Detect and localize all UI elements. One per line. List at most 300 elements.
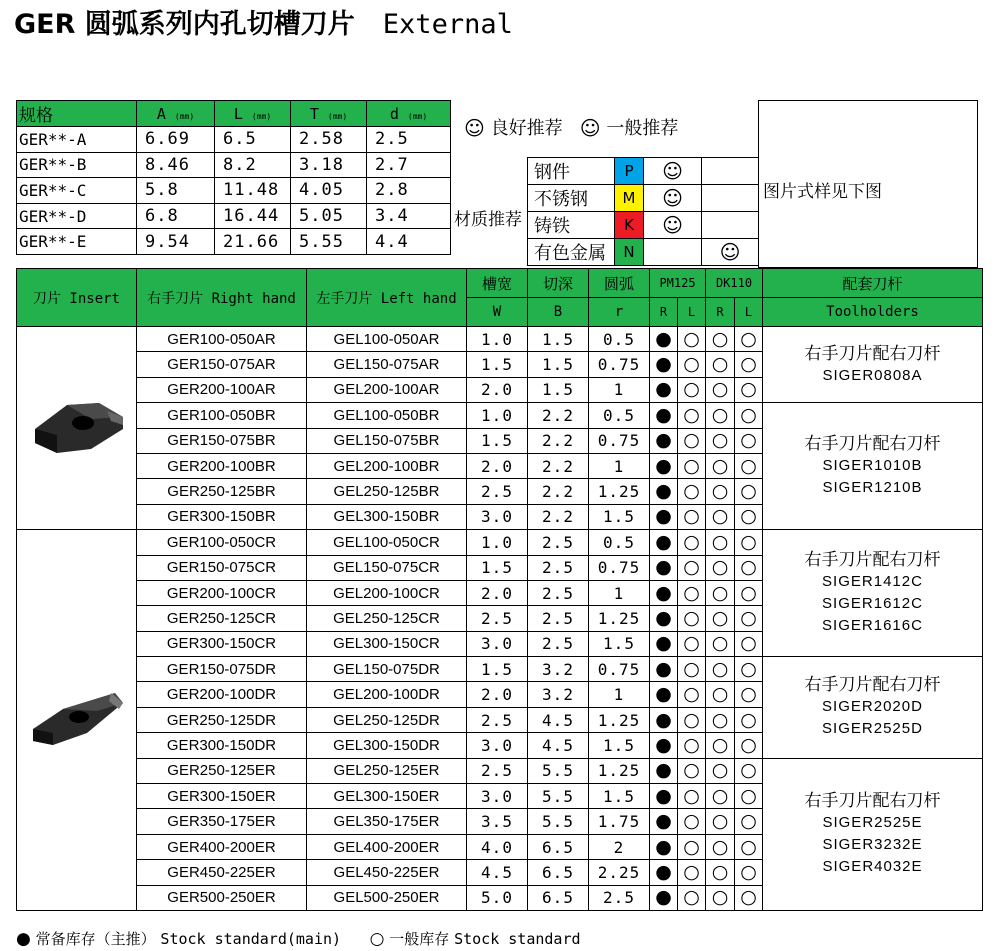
right-hand-code: GER150-075AR: [137, 352, 307, 377]
dk110-l-stock: ○: [735, 377, 763, 402]
radius-value: 1.25: [589, 707, 650, 732]
left-hand-code: GEL150-075DR: [307, 657, 467, 682]
right-hand-code: GER150-075BR: [137, 428, 307, 453]
dk110-r-stock: ○: [706, 327, 735, 352]
right-hand-code: GER100-050BR: [137, 403, 307, 428]
toolholder-title: 右手刀片配右刀杆: [804, 791, 941, 812]
depth-value: 3.2: [528, 682, 589, 707]
left-hand-code: GEL150-075CR: [307, 555, 467, 580]
pm125-r-stock: ●: [650, 403, 678, 428]
pm125-r-stock: ●: [650, 657, 678, 682]
radius-value: 1.25: [589, 606, 650, 631]
header-dk110: DK110: [706, 269, 763, 298]
spec-t: 5.05: [291, 203, 367, 229]
dk110-r-stock: ○: [706, 403, 735, 428]
width-value: 2.5: [467, 479, 528, 504]
depth-value: 5.5: [528, 758, 589, 783]
legend-general: 一般推荐: [606, 118, 679, 139]
width-value: 3.0: [467, 733, 528, 758]
pm125-r-stock: ●: [650, 885, 678, 910]
dk110-l-stock: ○: [735, 428, 763, 453]
pm125-r-stock: ●: [650, 453, 678, 478]
dk110-l-stock: ○: [735, 834, 763, 859]
toolholder-code: SIGER2020D: [822, 698, 923, 716]
filled-circle-icon: ●: [16, 929, 31, 949]
toolholder-code: SIGER2525D: [822, 720, 923, 738]
spec-l: 6.5: [215, 127, 291, 153]
spec-name: GER**-B: [17, 152, 137, 178]
dk110-rating: [702, 185, 759, 212]
spec-d: 2.8: [367, 178, 451, 204]
right-hand-code: GER450-225ER: [137, 860, 307, 885]
dk110-l-stock: ○: [735, 352, 763, 377]
left-hand-code: GEL100-050CR: [307, 530, 467, 555]
dk110-l-stock: ○: [735, 530, 763, 555]
right-hand-code: GER500-250ER: [137, 885, 307, 910]
radius-value: 1.5: [589, 631, 650, 656]
pm125-r-stock: ●: [650, 631, 678, 656]
pm125-l-stock: ○: [678, 885, 706, 910]
radius-value: 2: [589, 834, 650, 859]
header-radius-sub: r: [589, 298, 650, 327]
toolholder-code: SIGER4032E: [822, 858, 923, 876]
spec-name: GER**-E: [17, 229, 137, 255]
header-width: 槽宽: [467, 269, 528, 298]
depth-value: 6.5: [528, 834, 589, 859]
pm125-r-stock: ●: [650, 707, 678, 732]
dk110-l-stock: ○: [735, 733, 763, 758]
title-cn: GER 圆弧系列内孔切槽刀片: [14, 9, 355, 40]
dk110-l-stock: ○: [735, 657, 763, 682]
depth-value: 2.2: [528, 428, 589, 453]
dk110-rating: [702, 212, 759, 239]
toolholder-code: SIGER1210B: [822, 479, 923, 497]
legend-general-en: Stock standard: [454, 930, 581, 948]
dk110-rating: ☺: [702, 239, 759, 266]
dk110-l-stock: ○: [735, 453, 763, 478]
pm125-r-stock: ●: [650, 479, 678, 504]
insert-image: [17, 327, 137, 530]
spec-l: 16.44: [215, 203, 291, 229]
dk110-l-stock: ○: [735, 860, 763, 885]
right-hand-code: GER300-150BR: [137, 504, 307, 529]
radius-value: 0.5: [589, 327, 650, 352]
dk110-r-stock: ○: [706, 657, 735, 682]
material-name: 铸铁: [528, 212, 615, 239]
right-hand-code: GER250-125DR: [137, 707, 307, 732]
toolholder-title: 右手刀片配右刀杆: [804, 550, 941, 571]
pm125-r-stock: ●: [650, 504, 678, 529]
pm125-r-stock: ●: [650, 327, 678, 352]
right-hand-code: GER200-100AR: [137, 377, 307, 402]
toolholder-code: SIGER1412C: [822, 573, 923, 591]
dk110-l-stock: ○: [735, 504, 763, 529]
spec-t: 2.58: [291, 127, 367, 153]
left-hand-code: GEL300-150BR: [307, 504, 467, 529]
dk110-l-stock: ○: [735, 327, 763, 352]
depth-value: 2.5: [528, 606, 589, 631]
dk110-r-stock: ○: [706, 733, 735, 758]
header-pm-r: R: [650, 298, 678, 327]
dk110-r-stock: ○: [706, 631, 735, 656]
left-hand-code: GEL200-100AR: [307, 377, 467, 402]
width-value: 1.5: [467, 555, 528, 580]
legend-main-en: Stock standard(main): [160, 930, 342, 948]
pm125-l-stock: ○: [678, 606, 706, 631]
material-code-badge: P: [615, 158, 644, 185]
left-hand-code: GEL500-250ER: [307, 885, 467, 910]
dk110-r-stock: ○: [706, 885, 735, 910]
dk110-l-stock: ○: [735, 784, 763, 809]
spec-a: 8.46: [137, 152, 215, 178]
dk110-r-stock: ○: [706, 555, 735, 580]
width-value: 2.5: [467, 606, 528, 631]
left-hand-code: GEL300-150DR: [307, 733, 467, 758]
table-row: [17, 327, 983, 352]
neutral-face-icon: ☺: [579, 116, 601, 140]
pm125-rating: [644, 239, 702, 266]
header-pm125: PM125: [650, 269, 706, 298]
pm125-r-stock: ●: [650, 555, 678, 580]
picture-note: 图片式样见下图: [763, 182, 882, 202]
spec-l: 21.66: [215, 229, 291, 255]
toolholder-cell: [763, 530, 983, 657]
toolholder-title: 右手刀片配右刀杆: [804, 343, 941, 364]
material-name: 有色金属: [528, 239, 615, 266]
spec-row: [17, 127, 451, 153]
header-depth-sub: B: [528, 298, 589, 327]
left-hand-code: GEL150-075BR: [307, 428, 467, 453]
right-hand-code: GER250-125ER: [137, 758, 307, 783]
spec-d: 2.7: [367, 152, 451, 178]
pm125-r-stock: ●: [650, 758, 678, 783]
spec-name: GER**-C: [17, 178, 137, 204]
dk110-r-stock: ○: [706, 784, 735, 809]
radius-value: 1: [589, 377, 650, 402]
spec-header-l: L (mm): [215, 101, 291, 127]
radius-value: 0.75: [589, 428, 650, 453]
toolholder-code: SIGER1612C: [822, 595, 923, 613]
toolholder-cell: [763, 403, 983, 530]
width-value: 1.5: [467, 428, 528, 453]
left-hand-code: GEL250-125DR: [307, 707, 467, 732]
left-hand-code: GEL300-150ER: [307, 784, 467, 809]
left-hand-code: GEL200-100DR: [307, 682, 467, 707]
depth-value: 2.2: [528, 504, 589, 529]
pm125-l-stock: ○: [678, 758, 706, 783]
toolholder-code: SIGER3232E: [822, 836, 923, 854]
header-insert: 刀片 Insert: [17, 269, 137, 327]
left-hand-code: GEL200-100BR: [307, 453, 467, 478]
radius-value: 0.5: [589, 403, 650, 428]
radius-value: 1: [589, 580, 650, 605]
pm125-rating: ☺: [644, 158, 702, 185]
pm125-l-stock: ○: [678, 809, 706, 834]
legend-good: 良好推荐: [490, 118, 563, 139]
pm125-r-stock: ●: [650, 733, 678, 758]
legend-main-cn: 常备库存（主推）: [35, 930, 156, 948]
table-row: [17, 657, 983, 682]
dk110-l-stock: ○: [735, 809, 763, 834]
width-value: 2.0: [467, 453, 528, 478]
dk110-l-stock: ○: [735, 403, 763, 428]
radius-value: 1.75: [589, 809, 650, 834]
toolholder-cell: [763, 758, 983, 910]
spec-name: GER**-D: [17, 203, 137, 229]
material-row: [528, 185, 759, 212]
spec-a: 6.8: [137, 203, 215, 229]
material-row: [528, 239, 759, 266]
depth-value: 2.5: [528, 631, 589, 656]
radius-value: 0.75: [589, 657, 650, 682]
spec-t: 3.18: [291, 152, 367, 178]
picture-note-box: [758, 100, 978, 268]
dk110-r-stock: ○: [706, 504, 735, 529]
pm125-rating: ☺: [644, 212, 702, 239]
pm125-l-stock: ○: [678, 860, 706, 885]
spec-header-row: [17, 101, 451, 127]
radius-value: 1.25: [589, 758, 650, 783]
pm125-r-stock: ●: [650, 352, 678, 377]
radius-value: 2.5: [589, 885, 650, 910]
header-dk-l: L: [735, 298, 763, 327]
depth-value: 2.5: [528, 530, 589, 555]
right-hand-code: GER300-150CR: [137, 631, 307, 656]
depth-value: 6.5: [528, 885, 589, 910]
depth-value: 1.5: [528, 377, 589, 402]
width-value: 3.0: [467, 631, 528, 656]
depth-value: 2.2: [528, 479, 589, 504]
pm125-r-stock: ●: [650, 606, 678, 631]
material-row: [528, 212, 759, 239]
dk110-l-stock: ○: [735, 606, 763, 631]
header-radius: 圆弧: [589, 269, 650, 298]
radius-value: 1: [589, 682, 650, 707]
spec-l: 8.2: [215, 152, 291, 178]
depth-value: 4.5: [528, 707, 589, 732]
spec-row: [17, 229, 451, 255]
width-value: 4.0: [467, 834, 528, 859]
header-depth: 切深: [528, 269, 589, 298]
radius-value: 0.75: [589, 352, 650, 377]
pm125-l-stock: ○: [678, 834, 706, 859]
spec-header-a: A (mm): [137, 101, 215, 127]
header-left-hand: 左手刀片 Left hand: [307, 269, 467, 327]
toolholder-cell: [763, 657, 983, 759]
dk110-l-stock: ○: [735, 631, 763, 656]
dk110-r-stock: ○: [706, 428, 735, 453]
dk110-l-stock: ○: [735, 707, 763, 732]
spec-header-label: 规格: [17, 101, 137, 127]
pm125-l-stock: ○: [678, 377, 706, 402]
right-hand-code: GER150-075DR: [137, 657, 307, 682]
right-hand-code: GER350-175ER: [137, 809, 307, 834]
open-circle-icon: ○: [369, 929, 385, 949]
insert-ab-icon: [27, 391, 127, 461]
material-name: 不锈钢: [528, 185, 615, 212]
depth-value: 2.2: [528, 453, 589, 478]
dk110-r-stock: ○: [706, 860, 735, 885]
recommend-legend: [464, 114, 678, 140]
spec-t: 5.55: [291, 229, 367, 255]
dk110-r-stock: ○: [706, 352, 735, 377]
toolholder-cell: [763, 327, 983, 403]
dk110-r-stock: ○: [706, 758, 735, 783]
toolholder-code: SIGER2525E: [822, 814, 923, 832]
dk110-l-stock: ○: [735, 555, 763, 580]
width-value: 1.0: [467, 403, 528, 428]
left-hand-code: GEL250-125ER: [307, 758, 467, 783]
pm125-l-stock: ○: [678, 707, 706, 732]
header-pm-l: L: [678, 298, 706, 327]
dk110-l-stock: ○: [735, 479, 763, 504]
width-value: 1.5: [467, 352, 528, 377]
pm125-l-stock: ○: [678, 403, 706, 428]
pm125-l-stock: ○: [678, 428, 706, 453]
right-hand-code: GER200-100CR: [137, 580, 307, 605]
material-table: [527, 157, 759, 266]
spec-header-t: T (mm): [291, 101, 367, 127]
width-value: 5.0: [467, 885, 528, 910]
pm125-l-stock: ○: [678, 657, 706, 682]
dk110-l-stock: ○: [735, 758, 763, 783]
radius-value: 2.25: [589, 860, 650, 885]
pm125-l-stock: ○: [678, 784, 706, 809]
radius-value: 1.5: [589, 784, 650, 809]
dk110-l-stock: ○: [735, 885, 763, 910]
radius-value: 1.25: [589, 479, 650, 504]
width-value: 4.5: [467, 860, 528, 885]
width-value: 2.0: [467, 682, 528, 707]
right-hand-code: GER200-100DR: [137, 682, 307, 707]
pm125-l-stock: ○: [678, 327, 706, 352]
stock-legend: [16, 928, 581, 949]
toolholder-title: 右手刀片配右刀杆: [804, 675, 941, 696]
spec-a: 9.54: [137, 229, 215, 255]
left-hand-code: GEL300-150CR: [307, 631, 467, 656]
dk110-r-stock: ○: [706, 707, 735, 732]
title-en: External: [382, 9, 513, 40]
left-hand-code: GEL400-200ER: [307, 834, 467, 859]
right-hand-code: GER250-125CR: [137, 606, 307, 631]
pm125-r-stock: ●: [650, 377, 678, 402]
dk110-r-stock: ○: [706, 530, 735, 555]
spec-row: [17, 203, 451, 229]
page-title: [14, 2, 513, 41]
pm125-l-stock: ○: [678, 733, 706, 758]
left-hand-code: GEL100-050BR: [307, 403, 467, 428]
pm125-l-stock: ○: [678, 580, 706, 605]
table-row: [17, 758, 983, 783]
spec-a: 6.69: [137, 127, 215, 153]
pm125-r-stock: ●: [650, 530, 678, 555]
table-row: [17, 403, 983, 428]
depth-value: 5.5: [528, 784, 589, 809]
depth-value: 1.5: [528, 352, 589, 377]
width-value: 1.0: [467, 530, 528, 555]
dk110-r-stock: ○: [706, 453, 735, 478]
material-code-badge: N: [615, 239, 644, 266]
insert-table: [16, 268, 983, 911]
pm125-r-stock: ●: [650, 428, 678, 453]
pm125-r-stock: ●: [650, 834, 678, 859]
material-code-badge: K: [615, 212, 644, 239]
width-value: 2.5: [467, 758, 528, 783]
spec-row: [17, 152, 451, 178]
main-header-row-1: [17, 269, 983, 298]
dk110-r-stock: ○: [706, 479, 735, 504]
pm125-r-stock: ●: [650, 860, 678, 885]
left-hand-code: GEL150-075AR: [307, 352, 467, 377]
pm125-l-stock: ○: [678, 352, 706, 377]
material-row: [528, 158, 759, 185]
radius-value: 1.5: [589, 504, 650, 529]
spec-l: 11.48: [215, 178, 291, 204]
table-row: [17, 530, 983, 555]
dk110-r-stock: ○: [706, 606, 735, 631]
header-holder-sub: Toolholders: [763, 298, 983, 327]
right-hand-code: GER100-050AR: [137, 327, 307, 352]
spec-d: 4.4: [367, 229, 451, 255]
left-hand-code: GEL200-100CR: [307, 580, 467, 605]
header-width-sub: W: [467, 298, 528, 327]
width-value: 3.0: [467, 504, 528, 529]
right-hand-code: GER250-125BR: [137, 479, 307, 504]
dk110-r-stock: ○: [706, 809, 735, 834]
pm125-l-stock: ○: [678, 631, 706, 656]
toolholder-code: SIGER0808A: [822, 366, 923, 384]
width-value: 1.5: [467, 657, 528, 682]
toolholder-code: SIGER1010B: [822, 457, 923, 475]
pm125-l-stock: ○: [678, 555, 706, 580]
width-value: 2.5: [467, 707, 528, 732]
toolholder-title: 右手刀片配右刀杆: [804, 434, 941, 455]
radius-value: 1: [589, 453, 650, 478]
pm125-r-stock: ●: [650, 682, 678, 707]
radius-value: 0.5: [589, 530, 650, 555]
spec-name: GER**-A: [17, 127, 137, 153]
dk110-r-stock: ○: [706, 834, 735, 859]
right-hand-code: GER200-100BR: [137, 453, 307, 478]
pm125-l-stock: ○: [678, 682, 706, 707]
right-hand-code: GER100-050CR: [137, 530, 307, 555]
material-code-badge: M: [615, 185, 644, 212]
spec-a: 5.8: [137, 178, 215, 204]
pm125-r-stock: ●: [650, 784, 678, 809]
width-value: 3.0: [467, 784, 528, 809]
legend-general-cn: 一般库存: [389, 930, 450, 948]
dk110-l-stock: ○: [735, 682, 763, 707]
dk110-r-stock: ○: [706, 682, 735, 707]
right-hand-code: GER400-200ER: [137, 834, 307, 859]
left-hand-code: GEL250-125CR: [307, 606, 467, 631]
width-value: 3.5: [467, 809, 528, 834]
right-hand-code: GER300-150DR: [137, 733, 307, 758]
spec-d: 3.4: [367, 203, 451, 229]
pm125-r-stock: ●: [650, 809, 678, 834]
depth-value: 2.2: [528, 403, 589, 428]
toolholder-code: SIGER1616C: [822, 617, 923, 635]
width-value: 1.0: [467, 327, 528, 352]
dk110-rating: [702, 158, 759, 185]
header-holder: 配套刀杆: [763, 269, 983, 298]
depth-value: 2.5: [528, 555, 589, 580]
spec-t: 4.05: [291, 178, 367, 204]
header-right-hand: 右手刀片 Right hand: [137, 269, 307, 327]
pm125-l-stock: ○: [678, 530, 706, 555]
dk110-r-stock: ○: [706, 580, 735, 605]
pm125-r-stock: ●: [650, 580, 678, 605]
